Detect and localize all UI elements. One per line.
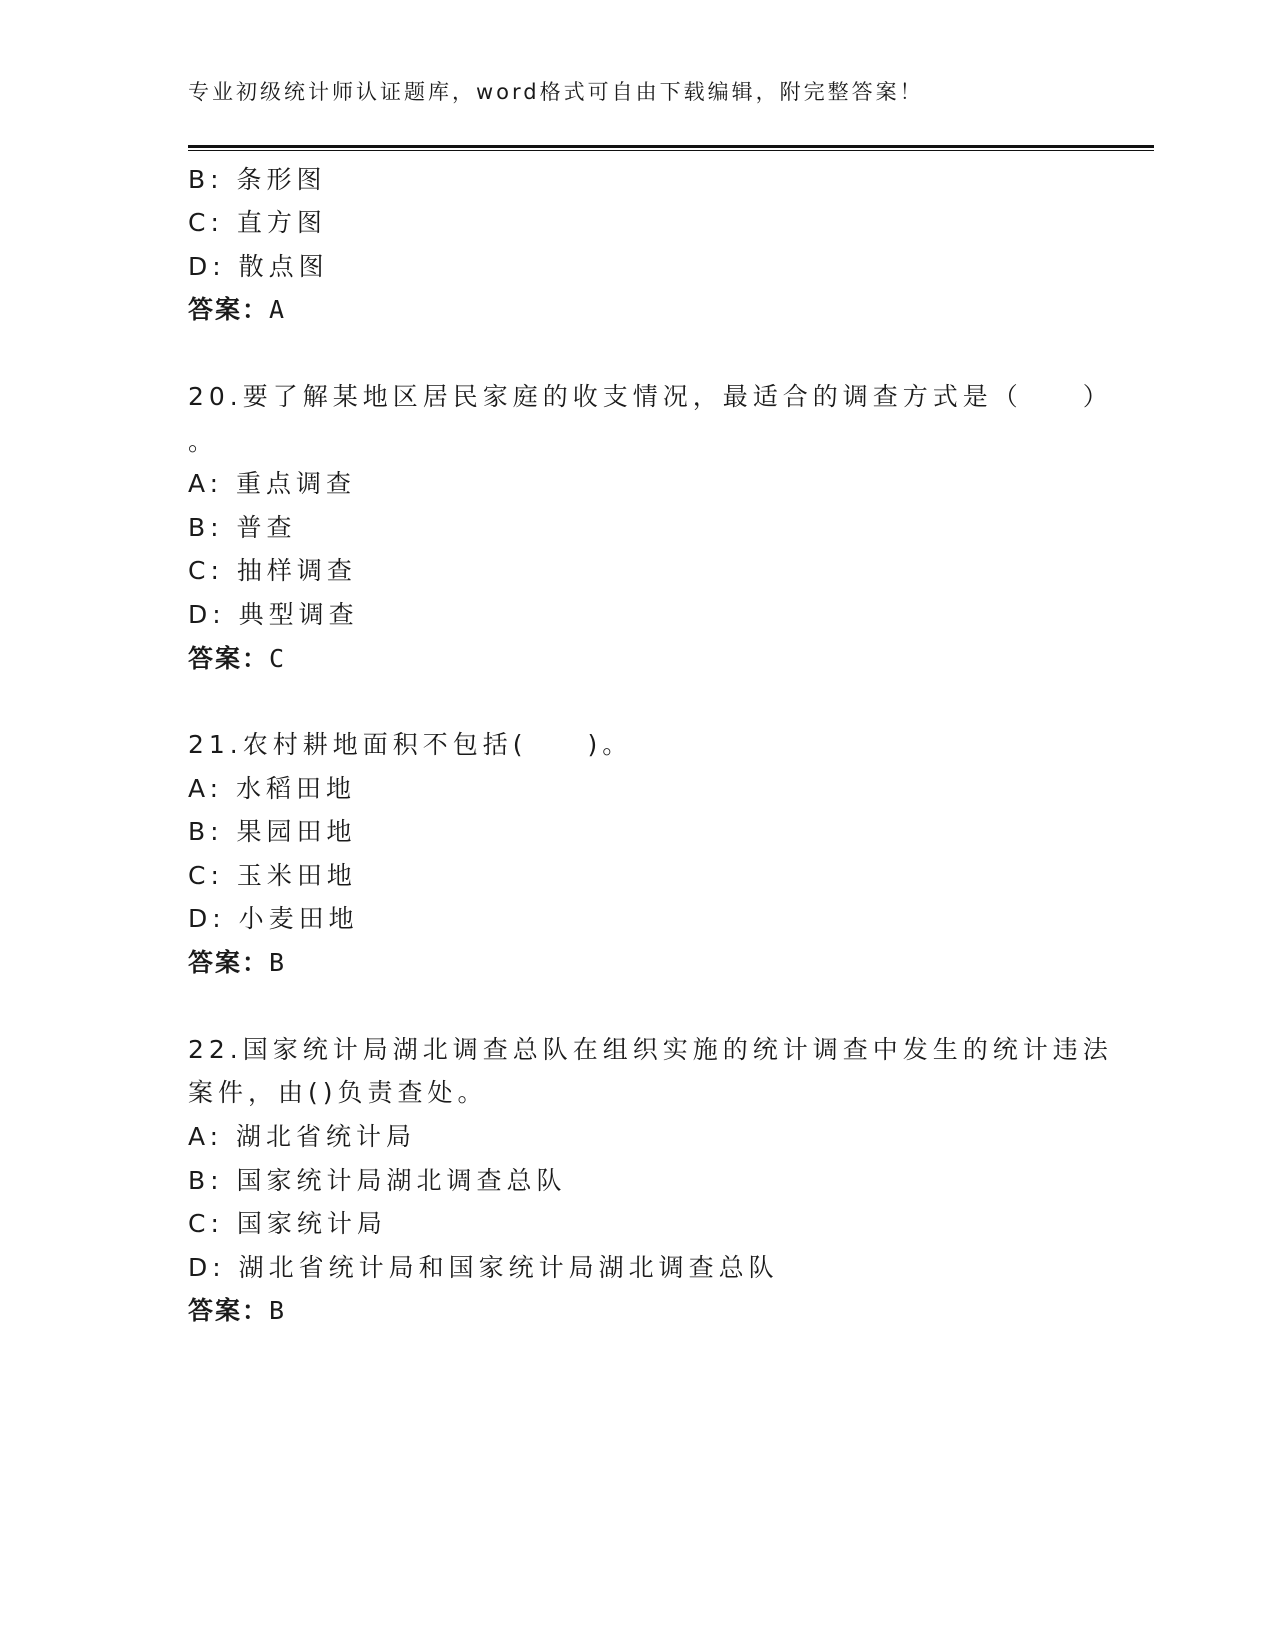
question-stem: 22.国家统计局湖北调查总队在组织实施的统计调查中发生的统计违法	[188, 1035, 1113, 1064]
option-b: B: 果园田地	[188, 817, 357, 846]
option-a: A: 湖北省统计局	[188, 1122, 417, 1151]
question-stem: 21.农村耕地面积不包括( )。	[188, 730, 633, 759]
option-d: D: 小麦田地	[188, 904, 359, 933]
answer-label: 答案：	[188, 1296, 270, 1325]
option-c: C: 抽样调查	[188, 556, 357, 585]
answer-line	[188, 1291, 286, 1327]
question-stem: 20.要了解某地区居民家庭的收支情况，最适合的调查方式是（ ）	[188, 382, 1113, 411]
answer-value: A	[269, 295, 287, 324]
option-c: C: 玉米田地	[188, 861, 357, 890]
page-header: 专业初级统计师认证题库，word格式可自由下载编辑，附完整答案！	[188, 80, 924, 104]
answer-label: 答案：	[188, 948, 270, 977]
answer-value: B	[269, 948, 287, 977]
option-c: C: 国家统计局	[188, 1209, 387, 1238]
answer-value: B	[269, 1296, 287, 1325]
answer-value: C	[269, 644, 287, 673]
option-d: D: 散点图	[188, 252, 329, 281]
answer-line	[188, 639, 286, 675]
option-a: A: 重点调查	[188, 469, 357, 498]
header-rule-thin	[188, 150, 1154, 151]
option-d: D: 典型调查	[188, 600, 359, 629]
option-d: D: 湖北省统计局和国家统计局湖北调查总队	[188, 1253, 779, 1282]
option-c: C: 直方图	[188, 208, 327, 237]
option-a: A: 水稻田地	[188, 774, 357, 803]
answer-label: 答案：	[188, 295, 270, 324]
question-stem-continued: 案件，由()负责查处。	[188, 1078, 488, 1107]
answer-line	[188, 290, 286, 326]
header-rule-thick	[188, 145, 1154, 148]
option-b: B: 国家统计局湖北调查总队	[188, 1166, 567, 1195]
option-b: B: 普查	[188, 513, 297, 542]
answer-label: 答案：	[188, 644, 270, 673]
question-stem-continued: 。	[188, 427, 219, 456]
option-b: B: 条形图	[188, 165, 327, 194]
answer-line	[188, 943, 286, 979]
